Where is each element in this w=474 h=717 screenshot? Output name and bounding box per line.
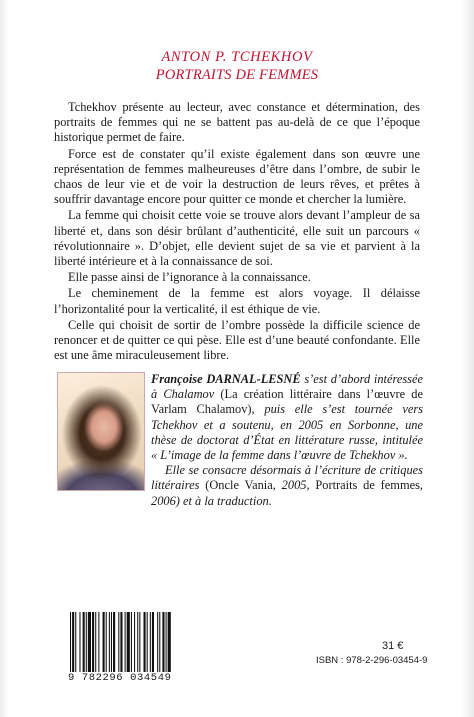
bio-text: 2006) [151, 493, 184, 508]
summary-paragraph: Celle qui choisit de sortir de l’ombre possède la difficile science de renoncer et de quitter ce qui pèse. Elle est d’une beauté confondante. Elle est une âme miraculeusement libre. [54, 317, 420, 363]
summary-paragraph: Force est de constater qu’il existe également dans son œuvre une représentation de femmes malheureuses d’être dans l’ombre, de subir le chaos de leur vie et de voir la destruction de leurs rêves, et prêtes à souffrir davantage encore pour quitter ce monde et chercher la lumière. [54, 146, 420, 207]
bio-text: Elle se consacre désormais à l’écriture de critiques littéraires [151, 463, 423, 493]
price-label: 31 € [382, 640, 404, 652]
bio-text: puis elle s’est tournée vers Tchekhov et a soutenu, en 2005 en Sorbonne, une thèse de doctorat d’État en littérature russe, intitulée « L’image de la femme dans l’œuvre de Tchekhov ». [151, 402, 423, 463]
bio-text: 2005, [281, 478, 316, 493]
cover-title-block [0, 48, 474, 84]
bio-text: s’est d’abord intéressée à Chalamov [151, 372, 423, 402]
bio-text: et à la traduction. [183, 493, 272, 508]
barcode-digits: 9 782296 034549 [68, 672, 172, 684]
summary-paragraph: Tchekhov présente au lecteur, avec constance et détermination, des portraits de femmes qui ne se battent pas au-delà de ce que l’époque historique permet de faire. [54, 100, 420, 145]
bio-text: (La création littéraire dans l’œuvre de Varlam Chalamov), [151, 387, 424, 417]
bio-text: (Oncle Vania, [205, 478, 282, 493]
book-title-heading: PORTRAITS DE FEMMES [155, 67, 319, 83]
barcode-bars [68, 612, 206, 672]
summary-text [54, 100, 420, 364]
isbn-barcode [68, 612, 206, 690]
author-bio [57, 372, 423, 509]
summary-paragraph: Le cheminement de la femme est alors voyage. Il délaisse l’horizontalité pour la verticalité, il est éthique de vie. [54, 286, 420, 316]
summary-paragraph: La femme qui choisit cette voie se trouve alors devant l’ampleur de sa liberté et, dans son désir brûlant d’authenticité, elle suit un parcours « révolutionnaire ». D’objet, elle devient sujet de sa vie et parvient à la liberté intérieure et à la connaissance de soi. [54, 208, 420, 269]
summary-paragraph: Elle passe ainsi de l’ignorance à la connaissance. [68, 270, 311, 285]
author-heading: ANTON P. TCHEKHOV [161, 49, 313, 65]
author-name: Françoise DARNAL-LESNÉ [151, 372, 301, 386]
bio-text: Portraits de femmes, [315, 478, 424, 493]
isbn-label: ISBN : 978-2-296-03454-9 [316, 655, 428, 666]
